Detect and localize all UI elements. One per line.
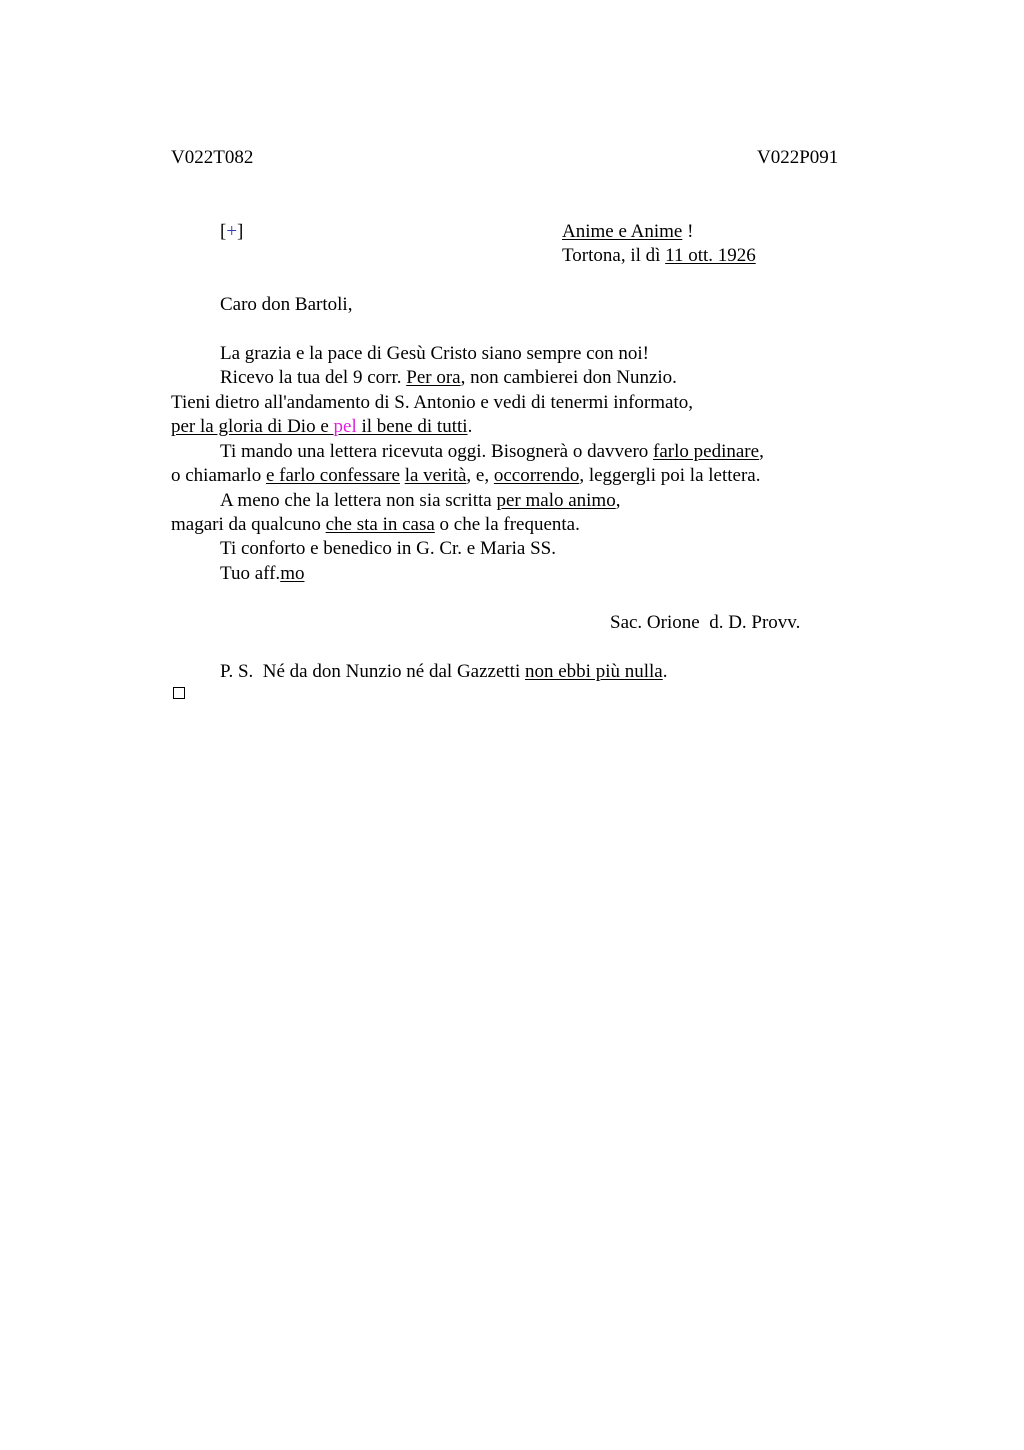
signature: Sac. Orione d. D. Provv. [610, 612, 801, 633]
body-line: Ricevo la tua del 9 corr. Per ora, non cambierei don Nunzio. [220, 367, 677, 388]
salutation: Caro don Bartoli, [220, 294, 353, 315]
body-line: magari da qualcuno che sta in casa o che la frequenta. [171, 514, 580, 535]
closing: Tuo aff.mo [220, 563, 305, 584]
body-line: La grazia e la pace di Gesù Cristo siano sempre con noi! [220, 343, 649, 364]
document-code-right: V022P091 [757, 147, 839, 168]
cross-mark: [+] [220, 221, 244, 242]
cross-icon: + [226, 221, 238, 242]
body-line: per la gloria di Dio e pel il bene di tutti. [171, 416, 473, 437]
body-line: Ti conforto e benedico in G. Cr. e Maria SS. [220, 538, 556, 559]
body-line: Ti mando una lettera ricevuta oggi. Bisognerà o davvero farlo pedinare, [220, 441, 764, 462]
postscript: P. S. Né da don Nunzio né dal Gazzetti non ebbi più nulla. [220, 661, 668, 682]
document-code-left: V022T082 [171, 147, 254, 168]
motto: Anime e Anime ! [562, 221, 694, 242]
body-line: A meno che la lettera non sia scritta per malo animo, [220, 490, 621, 511]
body-line: o chiamarlo e farlo confessare la verità, e, occorrendo, leggergli poi la lettera. [171, 465, 761, 486]
body-line: Tieni dietro all'andamento di S. Antonio e vedi di tenermi informato, [171, 392, 693, 413]
place-date: Tortona, il dì 11 ott. 1926 [562, 245, 756, 266]
end-box-icon [173, 687, 185, 699]
